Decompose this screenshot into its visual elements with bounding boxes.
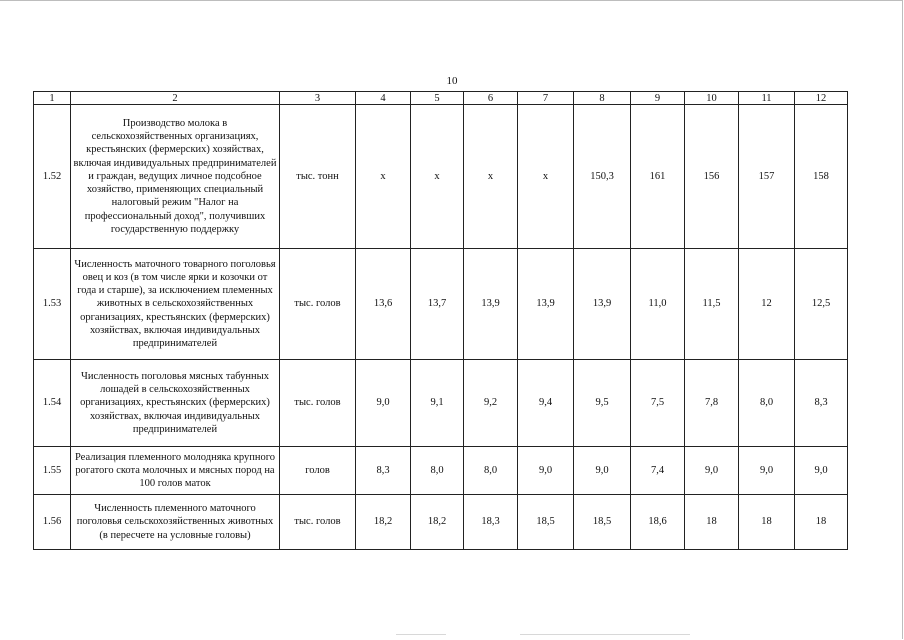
column-number: 1 (34, 92, 71, 105)
value-cell: 9,5 (574, 360, 631, 447)
value-cell: 18,2 (411, 495, 464, 550)
value-cell: 9,0 (574, 447, 631, 495)
value-cell: 9,2 (464, 360, 518, 447)
column-number-row (34, 92, 848, 105)
value-cell: 7,8 (685, 360, 739, 447)
column-number: 3 (280, 92, 356, 105)
table-row (34, 360, 848, 447)
column-number: 5 (411, 92, 464, 105)
value-cell: 9,0 (518, 447, 574, 495)
indicator-name: Численность поголовья мясных табунных лошадей в сельскохозяйственных организациях, крестьянских (фермерских) хозяйствах, включая индивидуальных предпринимателей (71, 360, 280, 447)
row-number: 1.53 (34, 249, 71, 360)
column-number: 11 (739, 92, 795, 105)
value-cell: 9,0 (795, 447, 848, 495)
column-number: 2 (71, 92, 280, 105)
indicator-name: Численность племенного маточного поголовья сельскохозяйственных животных (в пересчете на условные головы) (71, 495, 280, 550)
value-cell: 8,0 (739, 360, 795, 447)
value-cell: 18,3 (464, 495, 518, 550)
value-cell: 9,1 (411, 360, 464, 447)
value-cell: 157 (739, 105, 795, 249)
indicators-table (33, 91, 848, 550)
unit-cell: тыс. тонн (280, 105, 356, 249)
value-cell: 18,6 (631, 495, 685, 550)
column-number: 12 (795, 92, 848, 105)
value-cell: 8,3 (356, 447, 411, 495)
indicator-name: Реализация племенного молодняка крупного рогатого скота молочных и мясных пород на 100 голов маток (71, 447, 280, 495)
value-cell: 8,0 (464, 447, 518, 495)
row-number: 1.55 (34, 447, 71, 495)
value-cell: 7,4 (631, 447, 685, 495)
value-cell: 8,3 (795, 360, 848, 447)
value-cell: 13,6 (356, 249, 411, 360)
unit-cell: тыс. голов (280, 249, 356, 360)
value-cell: 161 (631, 105, 685, 249)
value-cell: 12 (739, 249, 795, 360)
column-number: 10 (685, 92, 739, 105)
value-cell: 18 (685, 495, 739, 550)
table-row (34, 447, 848, 495)
row-number: 1.54 (34, 360, 71, 447)
table-row (34, 249, 848, 360)
value-cell: 9,4 (518, 360, 574, 447)
table-row (34, 495, 848, 550)
row-number: 1.52 (34, 105, 71, 249)
value-cell: 9,0 (356, 360, 411, 447)
value-cell: 13,7 (411, 249, 464, 360)
table-row (34, 105, 848, 249)
column-number: 8 (574, 92, 631, 105)
value-cell: x (518, 105, 574, 249)
column-number: 4 (356, 92, 411, 105)
value-cell: 18,5 (518, 495, 574, 550)
scan-artifact (520, 634, 690, 635)
value-cell: 13,9 (574, 249, 631, 360)
value-cell: 150,3 (574, 105, 631, 249)
value-cell: 8,0 (411, 447, 464, 495)
column-number: 6 (464, 92, 518, 105)
value-cell: x (464, 105, 518, 249)
value-cell: x (411, 105, 464, 249)
value-cell: 18,2 (356, 495, 411, 550)
page-number: 10 (446, 75, 458, 87)
value-cell: 18 (795, 495, 848, 550)
value-cell: 13,9 (518, 249, 574, 360)
value-cell: x (356, 105, 411, 249)
unit-cell: голов (280, 447, 356, 495)
indicator-name: Производство молока в сельскохозяйственных организациях, крестьянских (фермерских) хозяйствах, включая индивидуальных предпринимателей и граждан, ведущих личное подсобное хозяйство, применяющих специальный налоговый режим "Налог на профессиональный доход", получивших государственную поддержку (71, 105, 280, 249)
value-cell: 11,0 (631, 249, 685, 360)
row-number: 1.56 (34, 495, 71, 550)
unit-cell: тыс. голов (280, 495, 356, 550)
value-cell: 12,5 (795, 249, 848, 360)
scan-artifact (396, 634, 446, 635)
column-number: 7 (518, 92, 574, 105)
indicator-name: Численность маточного товарного поголовья овец и коз (в том числе ярки и козочки от года и старше), за исключением племенных животных в сельскохозяйственных организациях, крестьянских (фермерских) хозяйствах, включая индивидуальных предпринимателей (71, 249, 280, 360)
value-cell: 13,9 (464, 249, 518, 360)
value-cell: 156 (685, 105, 739, 249)
value-cell: 18,5 (574, 495, 631, 550)
value-cell: 9,0 (685, 447, 739, 495)
value-cell: 18 (739, 495, 795, 550)
value-cell: 158 (795, 105, 848, 249)
column-number: 9 (631, 92, 685, 105)
value-cell: 9,0 (739, 447, 795, 495)
value-cell: 7,5 (631, 360, 685, 447)
value-cell: 11,5 (685, 249, 739, 360)
unit-cell: тыс. голов (280, 360, 356, 447)
